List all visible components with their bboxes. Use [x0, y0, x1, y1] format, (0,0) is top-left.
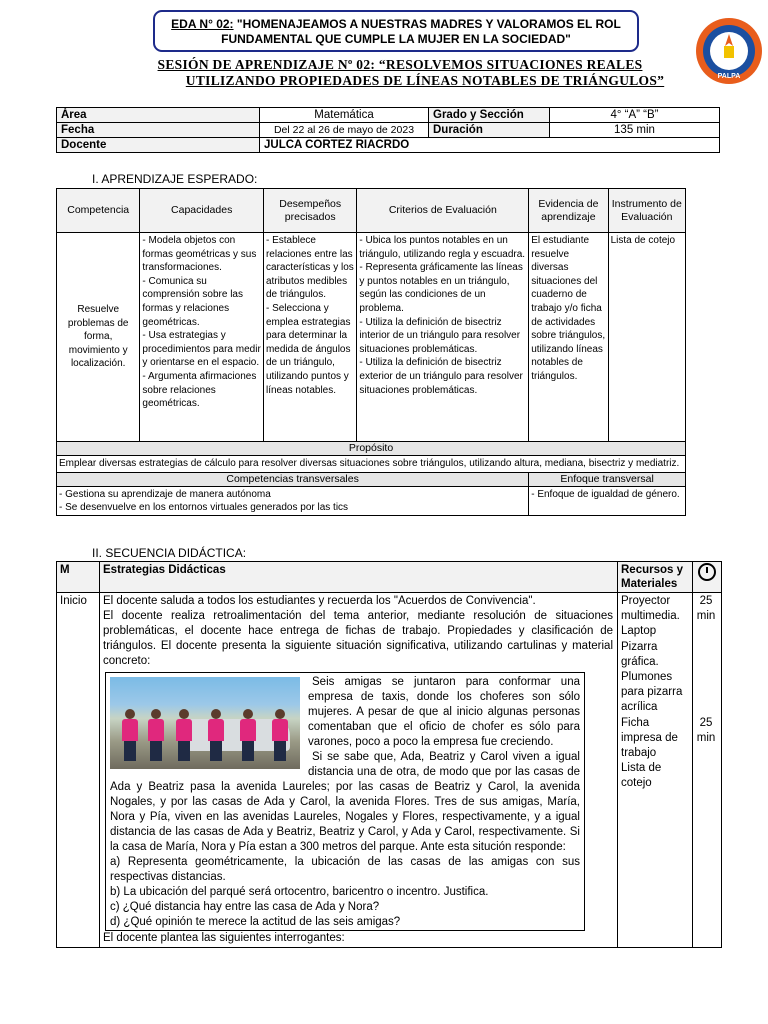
tiempo-cell	[693, 593, 722, 948]
eda-header-box	[153, 10, 639, 52]
header-instrumento: Instrumento de Evaluación	[608, 189, 685, 233]
evidencia-cell: El estudiante resuelve diversas situaciones del cuaderno de trabajo y/o ficha de actividades sobre triángulos, utilizando líneas notables de triángulos.	[529, 233, 608, 442]
header-competencia: Competencia	[57, 189, 140, 233]
person-figure	[240, 709, 256, 763]
story-paragraph-1: Seis amigas se juntaron para conformar una empresa de taxis, donde los choferes son sólo mujeres. A pesar de que al inicio algunas personas comentaban que el oficio de chofer es sólo para varones, poco a poco la empresa fue creciendo.	[308, 676, 580, 748]
eda-text: "HOMENAJEAMOS A NUESTRAS MADRES Y VALORAMOS EL ROL	[233, 17, 621, 31]
person-figure	[208, 709, 224, 763]
docente-value: JULCA CORTEZ RIACRDO	[260, 138, 720, 153]
session-title-line2: UTILIZANDO PROPIEDADES DE LÍNEAS NOTABLES DE TRIÁNGULOS”	[185, 73, 665, 88]
header-estrategias: Estrategias Didácticas	[100, 562, 618, 593]
desempenos-cell: - Establece relaciones entre las características y los atributos medibles de triángulos. - Selecciona y emplea estrategias para determinar la medida de ángulos de un triángulo, utilizando puntos y líneas notables.	[263, 233, 356, 442]
header-recursos: Recursos y Materiales	[618, 562, 693, 593]
person-figure	[272, 709, 288, 763]
person-figure	[122, 709, 138, 763]
estrategias-cell	[100, 593, 618, 948]
question-b: b) La ubicación del parqué será ortocentro, baricentro o incentro. Justifica.	[110, 886, 489, 898]
transversal-item: - Gestiona su aprendizaje de manera autónoma	[59, 489, 271, 500]
enfoque-label: Enfoque transversal	[529, 473, 686, 487]
time-inicio-1: 25 min	[696, 595, 716, 622]
session-title	[110, 57, 690, 89]
eda-text-line2: FUNDAMENTAL QUE CUMPLE LA MUJER EN LA SOCIEDAD"	[221, 32, 571, 46]
eda-label: EDA N° 02:	[171, 17, 234, 31]
area-label: Área	[57, 108, 260, 123]
fecha-label: Fecha	[57, 123, 260, 138]
section1-title: I. APRENDIZAJE ESPERADO:	[92, 172, 258, 186]
school-logo	[694, 16, 764, 86]
question-a: a) Representa geométricamente, la ubicación de las casas de las amigas con sus respectivas distancias.	[110, 856, 580, 883]
grado-label: Grado y Sección	[429, 108, 550, 123]
paragraph-interrogantes: El docente plantea las siguientes interrogantes:	[103, 932, 345, 944]
paragraph-retro: El docente realiza retroalimentación del tema anterior, mediante resolución de situaciones problemáticas, el docente hace entrega de fichas de trabajo. Propiedades y clasificación de triángulos. El docente presenta la siguiente situación significativa, utilizando cartulinas y material concreto:	[103, 610, 613, 667]
header-criterios: Criterios de Evaluación	[357, 189, 529, 233]
alarm-clock-icon	[698, 563, 716, 581]
situacion-box	[105, 672, 585, 931]
criterios-cell: - Ubica los puntos notables en un triángulo, utilizando regla y escuadra. - Representa gráficamente las líneas y puntos notables en un triángulo, según las condiciones de un problema. - Utiliza la definición de bisectriz interior de un triángulo para resolver situaciones problemáticas. - Utiliza la definición de bisectriz exterior de un triángulo para resolver situaciones problemáticas.	[357, 233, 529, 442]
area-value: Matemática	[260, 108, 429, 123]
header-evidencia: Evidencia de aprendizaje	[529, 189, 608, 233]
paragraph-saludo: El docente saluda a todos los estudiantes y recuerda los "Acuerdos de Convivencia".	[103, 595, 536, 607]
logo-text: PALPA	[717, 73, 741, 80]
fecha-value: Del 22 al 26 de mayo de 2023	[260, 123, 429, 138]
recursos-cell: Proyector multimedia. Laptop Pizarra gráfica. Plumones para pizarra acrílica Ficha impresa de trabajo Lista de cotejo	[618, 593, 693, 948]
photo-six-friends	[110, 677, 300, 769]
enfoque-cell: - Enfoque de igualdad de género.	[529, 487, 686, 516]
time-inicio-2: 25 min	[696, 717, 716, 744]
header-m: M	[57, 562, 100, 593]
header-capacidades: Capacidades	[140, 189, 264, 233]
question-c: c) ¿Qué distancia hay entre las casa de Ada y Nora?	[110, 901, 380, 913]
grado-value: 4° “A” “B”	[550, 108, 720, 123]
capacidades-cell: - Modela objetos con formas geométricas y sus transformaciones. - Comunica su comprensión sobre las formas y relaciones geométricas. - Usa estrategias y procedimientos para medir y orientarse en el espacio. - Argumenta afirmaciones sobre relaciones geométricas.	[140, 233, 264, 442]
person-figure	[176, 709, 192, 763]
header-tiempo	[693, 562, 722, 593]
transversales-label: Competencias transversales	[57, 473, 529, 487]
duracion-value: 135 min	[550, 123, 720, 138]
person-figure	[148, 709, 164, 763]
moment-inicio: Inicio	[57, 593, 100, 948]
transversales-cell	[57, 487, 529, 516]
instrumento-cell: Lista de cotejo	[608, 233, 685, 442]
info-table	[56, 107, 720, 153]
session-title-line1: SESIÓN DE APRENDIZAJE Nº 02: “RESOLVEMOS SITUACIONES REALES	[157, 57, 643, 72]
story-paragraph-2: Si se sabe que, Ada, Beatriz y Carol viven a igual distancia una de otra, de modo que por las casas de Ada y Beatriz pasa la avenida Laureles; por las casas de Beatriz y Carol, la avenida Nogales, y por las casas de Ada y Carol, la avenida Flores. Tres de sus amigas, María, Nora y Pía, viven en las avenidas Laureles, Nogales y Flores, respectivamente, y a igual distancia de las casas de Ada y Beatriz, Beatriz y Carol, y Ada y Carol, respectivamente. Si la casa de María, Nora y Pía estan a 300 metros del parque. Ante esta situción responde:	[110, 751, 580, 853]
duracion-label: Duración	[429, 123, 550, 138]
docente-label: Docente	[57, 138, 260, 153]
question-d: d) ¿Qué opinión te merece la actitud de las seis amigas?	[110, 916, 401, 928]
proposito-label: Propósito	[57, 442, 686, 456]
competencia-cell: Resuelve problemas de forma, movimiento y localización.	[57, 233, 140, 442]
section2-title: II. SECUENCIA DIDÁCTICA:	[92, 546, 247, 560]
proposito-text: Emplear diversas estrategias de cálculo para resolver diversas situaciones sobre triángulos, utilizando altura, mediana, bisectriz y mediatriz.	[57, 456, 686, 473]
header-desempenos: Desempeños precisados	[263, 189, 356, 233]
competencia-table	[56, 188, 686, 516]
secuencia-table	[56, 561, 722, 948]
transversal-item: - Se desenvuelve en los entornos virtuales generados por las tics	[59, 502, 349, 513]
